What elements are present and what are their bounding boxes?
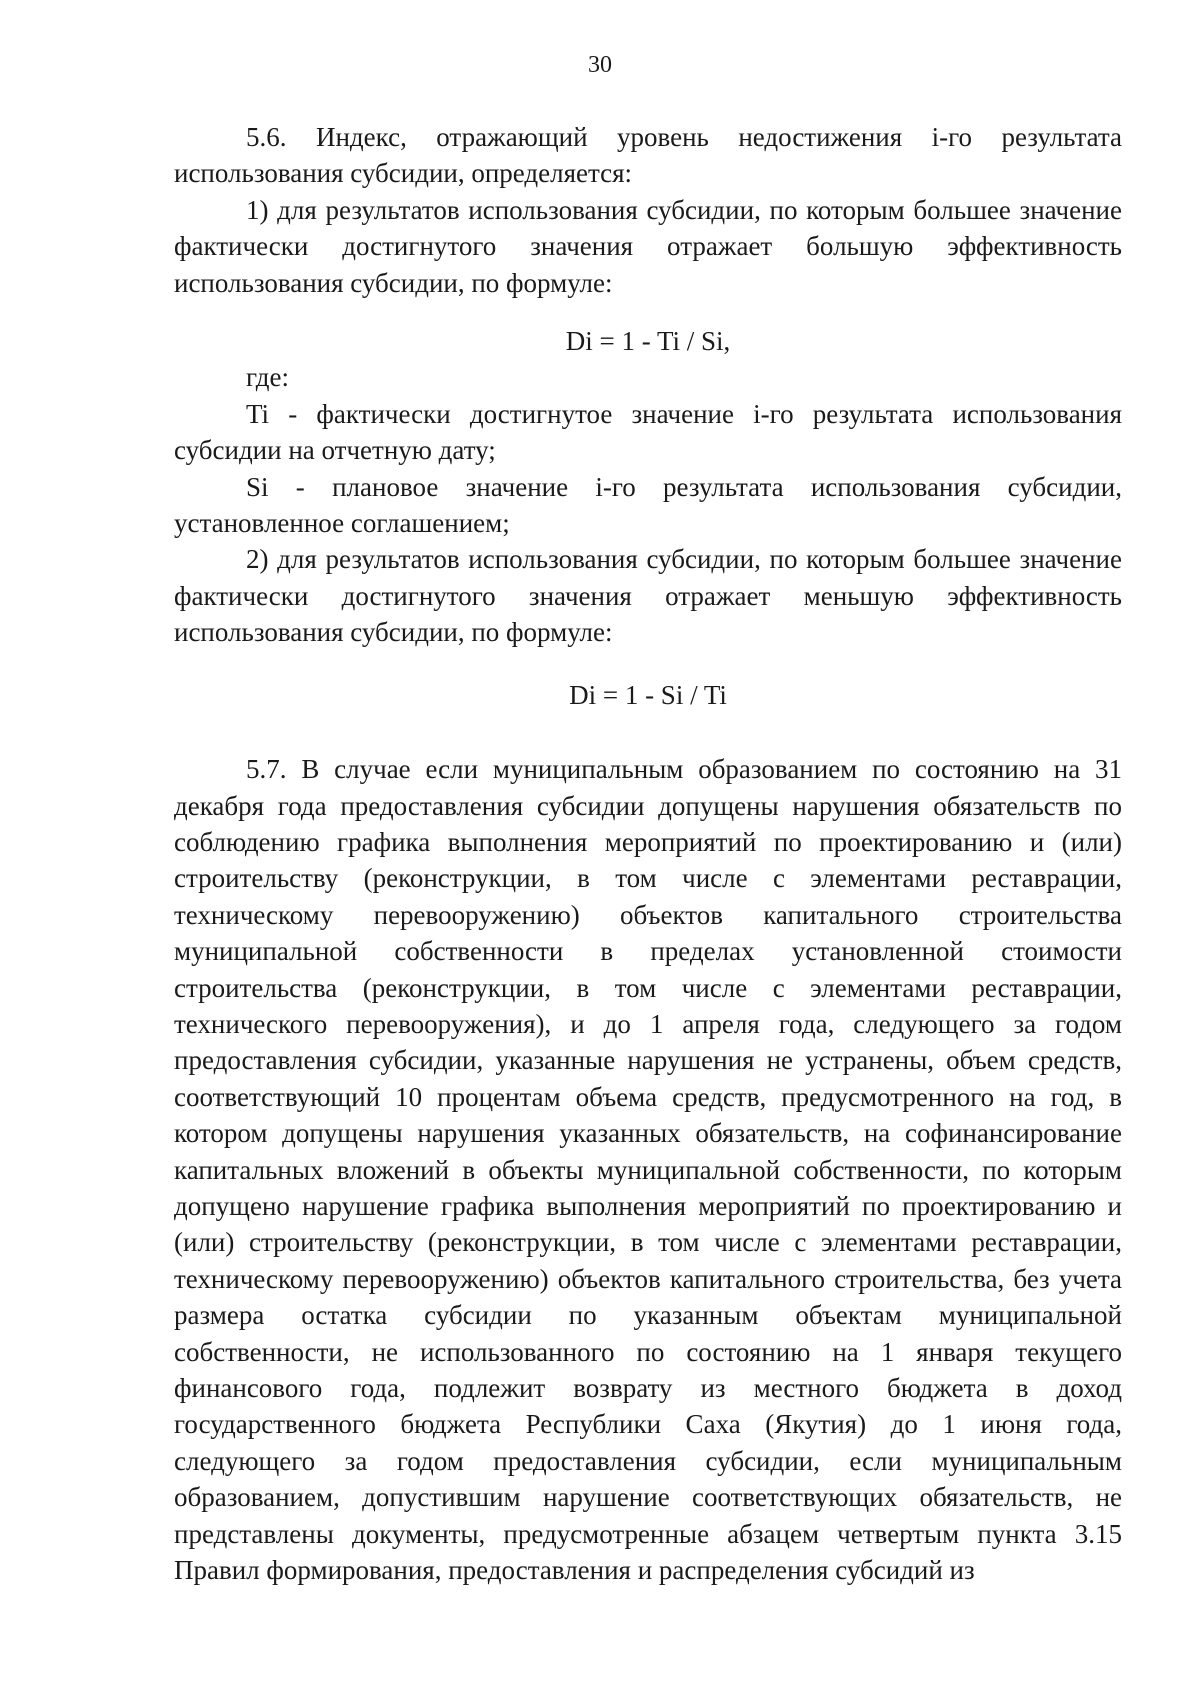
section-5-7-text: 5.7. В случае если муниципальным образованием по состоянию на 31 декабря года предоставления субсидии допущены нарушения обязательств по соблюдению графика выполнения мероприятий по проектированию и (или) строительству (реконструкции, в том числе с элементами реставрации, техническому перевооружению) объектов капитального строительства муниципальной собственности в пределах установленной стоимости строительства (реконструкции, в том числе с элементами реставрации, технического перевооружения), и до 1 апреля года, следующего за годом предоставления субсидии, указанные нарушения не устранены, объем средств, соответствующий 10 процентам объема средств, предусмотренного на год, в котором допущены нарушения указанных обязательств, на софинансирование капитальных вложений в объекты муниципальной собственности, по которым допущено нарушение графика выполнения мероприятий по проектированию и (или) строительству (реконструкции, в том числе с элементами реставрации, техническому перевооружению) объектов капитального строительства, без учета размера остатка субсидии по указанным объектам муниципальной собственности, не использованного по состоянию на 1 января текущего финансового года, подлежит возврату из местного бюджета в доход государственного бюджета Республики Саха (Якутия) до 1 июня года, следующего за годом предоставления субсидии, если муниципальным образованием, допустившим нарушение соответствующих обязательств, не представлены документы, предусмотренные абзацем четвертым пункта 3.15 Правил формирования, предоставления и распределения субсидий из [174, 754, 1122, 1586]
definition-ti: Ti - фактически достигнутое значение i-го результата использования субсидии на отчетную дату; [174, 398, 1122, 466]
formula-2: Di = 1 - Si / Ti [569, 679, 727, 710]
where-label: где: [246, 362, 289, 393]
section-5-6-case-1: 1) для результатов использования субсидии, по которым большее значение фактически достигнутого значения отражает большую эффективность использования субсидии, по формуле: [174, 194, 1122, 298]
page-number: 30 [588, 52, 612, 78]
definition-si: Si - плановое значение i-го результата использования субсидии, установленное соглашением; [174, 471, 1122, 539]
document-body [174, 119, 1122, 1588]
section-5-6-intro: 5.6. Индекс, отражающий уровень недостижения i-го результата использования субсидии, определяется: [174, 122, 1122, 189]
section-5-6-case-2: 2) для результатов использования субсидии, по которым большее значение фактически достигнутого значения отражает меньшую эффективность использования субсидии, по формуле: [174, 544, 1122, 648]
formula-1: Di = 1 - Ti / Si, [565, 326, 731, 357]
